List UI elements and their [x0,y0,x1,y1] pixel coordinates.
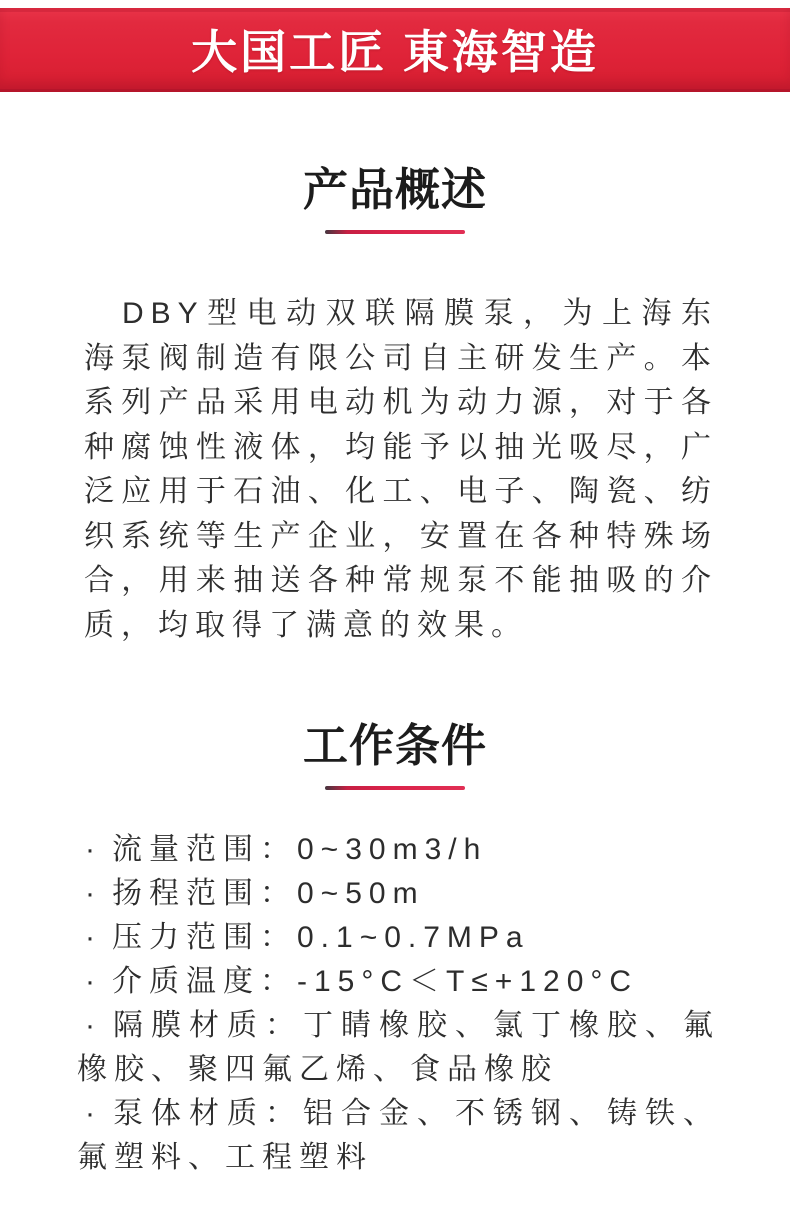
conditions-list [77,828,720,1180]
condition-value: 铝合金、不锈钢、铸铁、氟塑料、工程塑料 [77,1097,720,1174]
condition-label: 流量范围： [112,833,297,866]
condition-label: 泵体材质： [112,1097,303,1130]
condition-label: 扬程范围： [112,877,297,910]
condition-value: 0~30m3/h [297,833,488,866]
brand-banner [0,8,790,92]
bullet-dot-icon: · [85,1009,102,1042]
section-product-overview [0,164,790,648]
condition-item-flow-range [77,828,720,872]
section-working-conditions [0,720,790,1180]
overview-title-underline [325,230,465,234]
bullet-dot-icon: · [85,921,102,954]
condition-value: 0.1~0.7MPa [297,921,530,954]
bullet-dot-icon: · [85,1097,102,1130]
bullet-dot-icon: · [85,965,102,998]
condition-label: 压力范围： [112,921,297,954]
condition-value: 0~50m [297,877,425,910]
brand-banner-title: 大国工匠 東海智造 [191,25,599,78]
condition-item-head-range [77,872,720,916]
condition-label: 介质温度： [112,965,297,998]
condition-item-pump-body-material [77,1092,720,1180]
conditions-heading [0,720,790,790]
overview-paragraph: DBY型电动双联隔膜泵，为上海东海泵阀制造有限公司自主研发生产。本系列产品采用电动机为动力源，对于各种腐蚀性液体，均能予以抽光吸尽，广泛应用于石油、化工、电子、陶瓷、纺织系统等生产企业，安置在各种特殊场合，用来抽送各种常规泵不能抽吸的介质，均取得了满意的效果。 [84,297,718,642]
bullet-dot-icon: · [85,833,102,866]
conditions-title: 工作条件 [302,720,487,771]
conditions-title-underline [325,786,465,790]
condition-item-medium-temperature [77,960,720,1004]
condition-item-pressure-range [77,916,720,960]
bullet-dot-icon: · [85,877,102,910]
condition-value: 丁睛橡胶、氯丁橡胶、氟橡胶、聚四氟乙烯、食品橡胶 [77,1009,720,1086]
overview-heading [0,164,790,234]
condition-label: 隔膜材质： [112,1009,303,1042]
condition-value: -15°C＜T≤+120°C [297,965,639,998]
overview-title: 产品概述 [302,164,487,215]
condition-item-diaphragm-material [77,1004,720,1092]
